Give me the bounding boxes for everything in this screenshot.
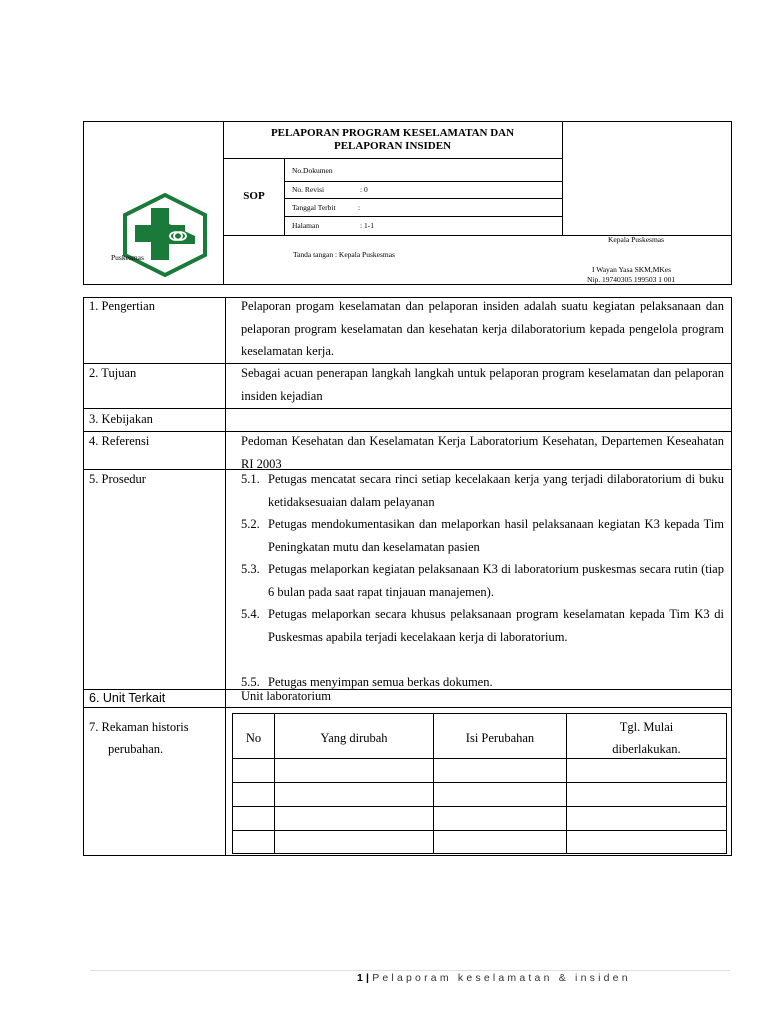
field-no-dokumen: No.Dokumen [292, 166, 333, 175]
prosedur-item-4: 5.4. Petugas melaporkan secara khusus pelaksanaan program keselamatan kepada Tim K3 di Puskesmas apabila terjadi kecelakaan kerja di laboratorium. [241, 607, 724, 644]
label-kebijakan: 3. Kebijakan [89, 412, 153, 426]
prosedur-item-2: 5.2. Petugas mendokumentasikan dan melaporkan hasil pelaksanaan kegiatan K3 kepada Tim Peningkatan mutu dan keselamatan pasien [241, 517, 724, 554]
prosedur-item-1: 5.1. Petugas mencatat secara rinci setiap kecelakaan kerja yang terjadi dilaboratorium di buku ketidaksesuaian dalam pelayanan [241, 472, 724, 509]
footer [357, 972, 631, 984]
revision-header-isi-perubahan: Isi Perubahan [465, 731, 535, 745]
logo [121, 192, 209, 278]
label-prosedur: 5. Prosedur [89, 472, 146, 486]
footer-rule [90, 970, 730, 971]
prosedur-item-5: 5.5. Petugas menyimpan semua berkas dokumen. [241, 675, 493, 689]
prosedur-item-3: 5.3. Petugas melaporkan kegiatan pelaksanaan K3 di laboratorium puskesmas secara rutin (tiap 6 bulan pada saat rapat tinjauan manajemen). [241, 562, 724, 599]
text-referensi: Pedoman Kesehatan dan Keselamatan Kerja Laboratorium Kesehatan, Departemen Keseahatan RI 2003 [241, 434, 724, 471]
text-tujuan: Sebagai acuan penerapan langkah langkah untuk pelaporan program keselamatan dan pelaporan insiden kejadian [241, 366, 724, 403]
kepala-nip: Nip. 19740305 199503 1 001 [587, 275, 676, 284]
label-referensi: 4. Referensi [89, 434, 150, 448]
label-rekaman [89, 716, 189, 760]
label-tujuan: 2. Tujuan [89, 366, 137, 380]
sop-label: SOP [243, 190, 265, 202]
document-title [224, 127, 561, 153]
text-unit-terkait: Unit laboratorium [241, 689, 331, 703]
label-rekaman-line-1: 7. Rekaman historis [89, 720, 189, 734]
label-pengertian: 1. Pengertian [89, 299, 155, 313]
field-tanggal-terbit: Tanggal Terbit : [292, 203, 361, 212]
footer-page-number: 1 [357, 972, 367, 984]
signature-label: Tanda tangan : Kepala Puskesmas [293, 250, 395, 259]
label-rekaman-line-2: perubahan. [108, 742, 164, 756]
revision-header-yang-dirubah: Yang dirubah [320, 731, 388, 745]
label-unit-terkait: 6. Unit Terkait [89, 691, 166, 705]
logo-label: Puskesmas [111, 253, 144, 262]
field-no-revisi: No. Revisi : 0 [292, 185, 368, 194]
title-line-2: PELAPORAN INSIDEN [333, 140, 452, 152]
footer-text: Pelaporam keselamatan & insiden [372, 972, 631, 984]
title-line-1: PELAPORAN PROGRAM KESELAMATAN DAN [270, 127, 515, 139]
revision-header-no: No [245, 731, 262, 745]
revision-header-tgl: Tgl. Mulai diberlakukan. [612, 720, 681, 756]
text-pengertian: Pelaporan progam keselamatan dan pelaporan insiden adalah suatu kegiatan pelaksanaan dan pelaporan program keselamatan dan kesehatan kerja dilaboratorium kepada pengelola program keselamatan kerja. [241, 299, 724, 358]
field-halaman: Halaman : 1-1 [292, 221, 374, 230]
kepala-title: Kepala Puskesmas [608, 235, 665, 244]
footer-separator: | [366, 972, 373, 984]
puskesmas-logo-icon [121, 192, 209, 278]
kepala-name: I Wayan Yasa SKM,MKes [592, 265, 672, 274]
